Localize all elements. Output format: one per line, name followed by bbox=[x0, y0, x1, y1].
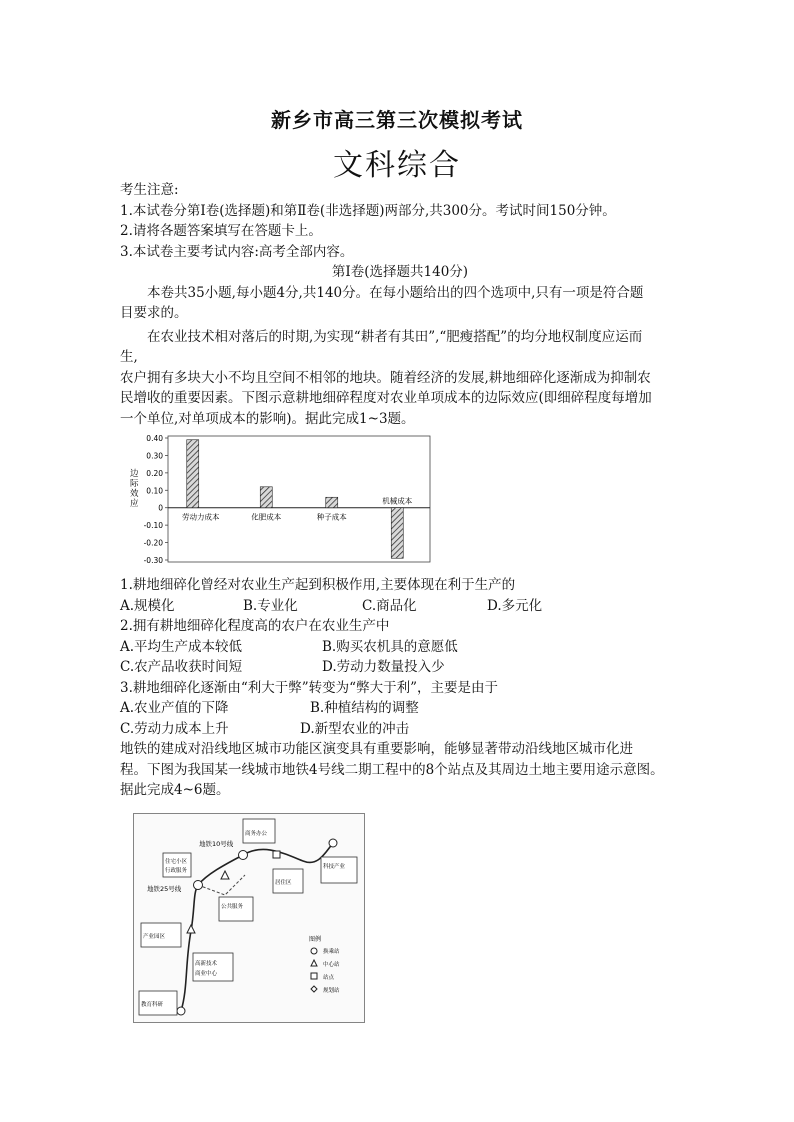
metro-map bbox=[133, 813, 365, 1023]
landuse-label-8: 高新技术 bbox=[195, 961, 218, 967]
landuse-label-3: 行政服务 bbox=[165, 868, 188, 874]
bar-0 bbox=[187, 440, 199, 508]
station-regular bbox=[273, 851, 280, 858]
y-tick-label: -0.20 bbox=[143, 538, 163, 548]
landuse-label-9: 商业中心 bbox=[195, 971, 218, 977]
q1-options bbox=[120, 596, 680, 617]
q3-options-row2 bbox=[120, 719, 680, 740]
q2-option-c[interactable]: C.农产品收获时间短 bbox=[120, 659, 243, 675]
station-transfer-a bbox=[194, 881, 203, 890]
section-intro-line1: 本卷共35小题,每小题4分,共140分。在每小题给出的四个选项中,只有一项是符合题 bbox=[147, 284, 644, 301]
bar-1 bbox=[260, 487, 272, 508]
landuse-label-5: 居住区 bbox=[275, 880, 292, 886]
metro-map-svg bbox=[133, 813, 365, 1023]
marginal-effect-chart bbox=[120, 432, 436, 568]
legend-transfer: 换乘站 bbox=[323, 949, 340, 955]
y-tick-label: -0.10 bbox=[143, 521, 163, 531]
y-tick-label: 0.30 bbox=[146, 451, 163, 461]
q2-option-a[interactable]: A.平均生产成本较低 bbox=[120, 638, 243, 655]
y-tick-label: 0 bbox=[158, 503, 163, 513]
legend-transfer-icon bbox=[311, 948, 317, 954]
passage1-line3: 农户拥有多块大小不均且空间不相邻的地块。随着经济的发展,耕地细碎化逐渐成为抑制农 bbox=[120, 369, 651, 386]
notice-item-3: 3.本试卷主要考试内容:高考全部内容。 bbox=[120, 243, 354, 260]
passage2-line2: 程。下图为我国某一线城市地铁4号线二期工程中的8个站点及其周边土地主要用途示意图。 bbox=[120, 761, 664, 778]
y-tick-label: 0.10 bbox=[146, 486, 163, 496]
q3-options-row1 bbox=[120, 698, 680, 719]
category-label: 化肥成本 bbox=[251, 512, 282, 522]
station-terminal-north bbox=[329, 839, 337, 847]
passage1-line2: 生, bbox=[120, 349, 138, 365]
landuse-label-10: 教育科研 bbox=[141, 1002, 164, 1008]
notice-heading: 考生注意: bbox=[120, 182, 179, 198]
passage1-line1: 在农业技术相对落后的时期,为实现“耕者有其田”,“肥瘦搭配”的均分地权制度应运而 bbox=[147, 328, 643, 345]
y-tick-label: 0.40 bbox=[146, 434, 163, 443]
q2-stem: 2.拥有耕地细碎化程度高的农户在农业生产中 bbox=[120, 618, 390, 634]
landuse-label-7: 产业园区 bbox=[143, 934, 166, 940]
q2-option-d[interactable]: D.劳动力数量投入少 bbox=[322, 659, 445, 675]
exam-title: 新乡市高三第三次模拟考试 bbox=[271, 108, 523, 132]
landuse-label-2: 住宅小区 bbox=[165, 859, 188, 865]
q1-option-d[interactable]: D.多元化 bbox=[487, 597, 543, 614]
q3-option-a[interactable]: A.农业产值的下降 bbox=[120, 700, 229, 716]
category-label: 种子成本 bbox=[316, 512, 347, 522]
landuse-label-4: 科技产业 bbox=[323, 864, 346, 870]
passage1-line5: 一个单位,对单项成本的影响)。据此完成1~3题。 bbox=[120, 410, 415, 427]
legend-planned: 规划站 bbox=[323, 988, 340, 994]
landuse-label-1: 商务办公 bbox=[245, 831, 268, 837]
notice-item-2: 2.请将各题答案填写在答题卡上。 bbox=[120, 223, 322, 239]
bar-3 bbox=[391, 508, 403, 559]
line-label-10: 地铁10号线 bbox=[199, 840, 234, 848]
passage2-line3: 据此完成4~6题。 bbox=[120, 782, 230, 798]
section-heading: 第Ⅰ卷(选择题共140分) bbox=[331, 264, 469, 280]
landuse-label-6: 公共服务 bbox=[221, 904, 244, 910]
q1-stem: 1.耕地细碎化曾经对农业生产起到积极作用,主要体现在利于生产的 bbox=[120, 577, 516, 593]
questions-block-1 bbox=[120, 575, 680, 801]
q1-option-a[interactable]: A.规模化 bbox=[120, 597, 175, 614]
station-transfer-b bbox=[239, 851, 248, 860]
legend-center: 中心站 bbox=[323, 962, 340, 968]
category-label: 劳动力成本 bbox=[182, 512, 220, 522]
q3-option-c[interactable]: C.劳动力成本上升 bbox=[120, 720, 229, 737]
station-terminal-south bbox=[177, 1007, 185, 1015]
q1-option-b[interactable]: B.专业化 bbox=[243, 597, 298, 614]
bar-2 bbox=[326, 497, 338, 507]
landuse-box-3 bbox=[321, 857, 357, 883]
y-tick-label: 0.20 bbox=[146, 468, 163, 478]
notice-block bbox=[120, 180, 680, 429]
passage2-line1: 地铁的建成对沿线地区城市功能区演变具有重要影响，能够显著带动沿线地区城市化进 bbox=[120, 741, 633, 757]
legend-station-icon bbox=[311, 973, 317, 979]
section-intro-line2: 目要求的。 bbox=[120, 305, 188, 321]
q2-option-b[interactable]: B.购买农机具的意愿低 bbox=[322, 638, 458, 655]
q2-options-row1 bbox=[120, 637, 680, 658]
passage1-line4: 民增收的重要因素。下图示意耕地细碎程度对农业单项成本的边际效应(即细碎程度每增加 bbox=[120, 390, 652, 406]
legend-title: 图例 bbox=[309, 936, 322, 943]
q3-option-b[interactable]: B.种植结构的调整 bbox=[310, 700, 419, 716]
y-tick-label: -0.30 bbox=[143, 556, 163, 565]
q3-stem: 3.耕地细碎化逐渐由“利大于弊”转变为“弊大于利”，主要是由于 bbox=[120, 679, 498, 696]
notice-item-1: 1.本试卷分第Ⅰ卷(选择题)和第Ⅱ卷(非选择题)两部分,共300分。考试时间150分钟。 bbox=[120, 202, 616, 219]
y-axis-label: 边际效应 bbox=[130, 469, 139, 509]
bar-chart-svg bbox=[120, 432, 436, 568]
q2-options-row2 bbox=[120, 657, 680, 678]
line-label-25: 地铁25号线 bbox=[147, 885, 182, 893]
subject-title: 文科综合 bbox=[333, 148, 461, 183]
legend-station: 站点 bbox=[323, 975, 335, 981]
q3-option-d[interactable]: D.新型农业的冲击 bbox=[300, 720, 410, 737]
q1-option-c[interactable]: C.商品化 bbox=[362, 597, 417, 614]
category-label: 机械成本 bbox=[382, 496, 413, 506]
